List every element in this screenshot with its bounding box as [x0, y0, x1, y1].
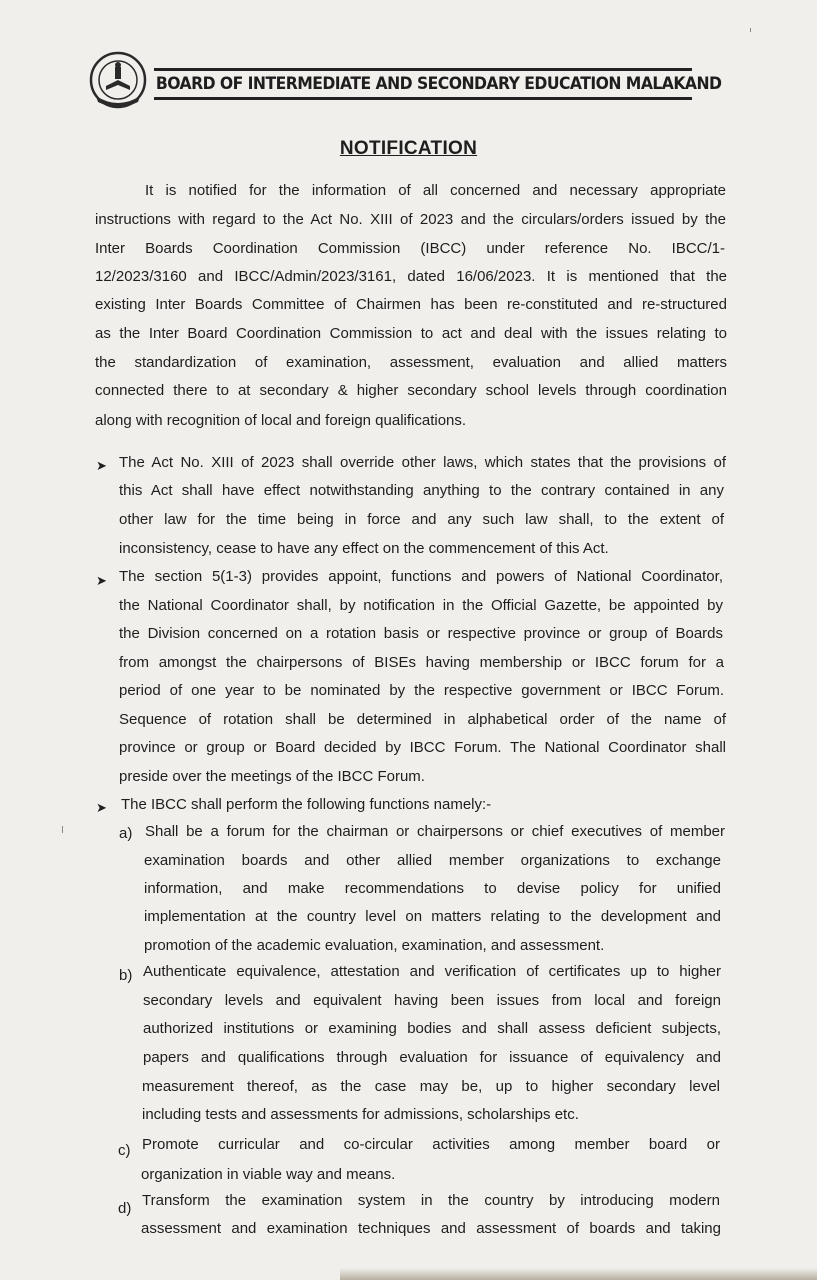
function-line: authorized institutions or examining bodies and shall assess deficient subjects, [143, 1020, 721, 1037]
scan-speck [750, 28, 751, 32]
margin-mark [62, 826, 63, 833]
function-line: including tests and assessments for admissions, scholarships etc. [142, 1106, 579, 1123]
point-line: the Division concerned on a rotation basis or respective province or group of Boards [119, 625, 723, 642]
function-line: papers and qualifications through evaluation for issuance of equivalency and [143, 1049, 721, 1066]
intro-line: along with recognition of local and foreign qualifications. [95, 412, 467, 429]
intro-line: existing Inter Boards Committee of Chairmen has been re-constituted and re-structured [95, 296, 727, 313]
point-line: The IBCC shall perform the following functions namely:- [121, 796, 492, 813]
board-seal-logo [88, 50, 148, 110]
point-line: inconsistency, cease to have any effect on the commencement of this Act. [119, 540, 609, 557]
point-line: preside over the meetings of the IBCC Forum. [119, 768, 425, 785]
intro-line: as the Inter Board Coordination Commission to act and deal with the issues relating to [95, 325, 727, 342]
function-line: Promote curricular and co-circular activities among member board or [142, 1136, 720, 1153]
point-line: The section 5(1-3) provides appoint, functions and powers of National Coordinator, [119, 568, 723, 585]
function-line: secondary levels and equivalent having been issues from local and foreign [143, 992, 721, 1009]
function-line: examination boards and other allied member organizations to exchange [144, 852, 721, 869]
function-line: Authenticate equivalence, attestation and verification of certificates up to higher [143, 963, 721, 980]
intro-line: connected there to at secondary & higher secondary school levels through coordination [95, 382, 727, 399]
point-line: The Act No. XIII of 2023 shall override other laws, which states that the provisions of [119, 454, 726, 471]
intro-line: 12/2023/3160 and IBCC/Admin/2023/3161, dated 16/06/2023. It is mentioned that the [95, 268, 727, 285]
point-line: period of one year to be nominated by the respective government or IBCC Forum. [119, 682, 724, 699]
intro-line: instructions with regard to the Act No. XIII of 2023 and the circulars/orders issued by the [95, 211, 726, 228]
intro-line: It is notified for the information of all concerned and necessary appropriate [145, 182, 726, 199]
point-line: Sequence of rotation shall be determined in alphabetical order of the name of [119, 711, 726, 728]
notification-title: NOTIFICATION [339, 138, 478, 159]
arrow-bullet-icon: ➤ [96, 573, 107, 588]
function-label: d) [118, 1200, 132, 1217]
function-label: b) [119, 967, 133, 984]
board-header-banner [154, 68, 722, 100]
page-bottom-edge [340, 1268, 817, 1280]
function-line: information, and make recommendations to devise policy for unified [144, 880, 721, 897]
board-name: BOARD OF INTERMEDIATE AND SECONDARY EDUCATION MALAKAND [155, 74, 722, 94]
point-line: this Act shall have effect notwithstanding anything to the contrary contained in any [119, 482, 724, 499]
function-line: assessment and examination techniques and assessment of boards and taking [141, 1220, 721, 1237]
arrow-bullet-icon: ➤ [96, 458, 107, 473]
intro-line: Inter Boards Coordination Commission (IBCC) under reference No. IBCC/1- [95, 240, 725, 257]
point-line: province or group or Board decided by IBCC Forum. The National Coordinator shall [119, 739, 726, 756]
function-line: measurement thereof, as the case may be, up to higher secondary level [142, 1078, 720, 1095]
function-line: Shall be a forum for the chairman or chairpersons or chief executives of member [145, 823, 725, 840]
point-line: from amongst the chairpersons of BISEs having membership or IBCC forum for a [119, 654, 724, 671]
point-line: other law for the time being in force and any such law shall, to the extent of [119, 511, 724, 528]
function-line: organization in viable way and means. [141, 1166, 396, 1183]
point-line: the National Coordinator shall, by notification in the Official Gazette, be appointed by [119, 597, 723, 614]
arrow-bullet-icon: ➤ [96, 800, 107, 815]
function-line: promotion of the academic evaluation, examination, and assessment. [144, 937, 605, 954]
intro-line: the standardization of examination, assessment, evaluation and allied matters [95, 354, 727, 371]
function-line: Transform the examination system in the country by introducing modern [142, 1192, 720, 1209]
function-label: c) [118, 1142, 131, 1159]
function-label: a) [119, 825, 133, 842]
function-line: implementation at the country level on matters relating to the development and [144, 908, 721, 925]
